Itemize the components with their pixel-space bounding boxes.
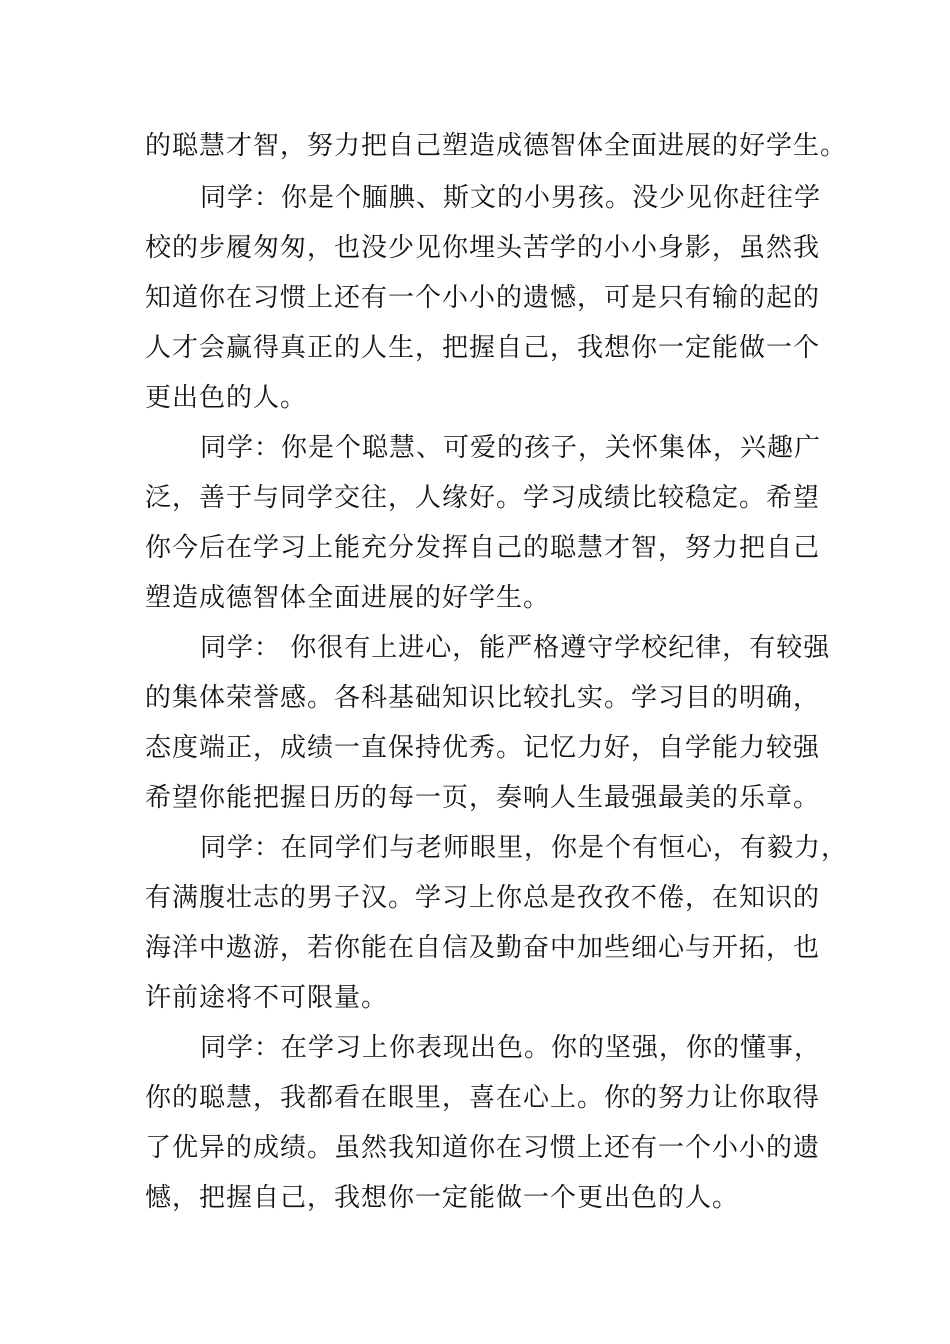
text-line: 塑造成德智体全面进展的好学生。	[145, 583, 551, 613]
text-line: 海洋中遨游，若你能在自信及勤奋中加些细心与开拓，也	[145, 933, 821, 963]
paragraph-start-line: 同学：在同学们与老师眼里，你是个有恒心，有毅力，	[200, 833, 849, 863]
text-line: 了优异的成绩。虽然我知道你在习惯上还有一个小小的遗	[145, 1133, 821, 1163]
text-line: 人才会赢得真正的人生，把握自己，我想你一定能做一个	[145, 333, 821, 363]
text-line: 校的步履匆匆，也没少见你埋头苦学的小小身影，虽然我	[145, 233, 821, 263]
text-line: 希望你能把握日历的每一页，奏响人生最强最美的乐章。	[145, 783, 821, 813]
paragraph-start-line: 同学：在学习上你表现出色。你的坚强，你的懂事，	[200, 1033, 822, 1063]
text-line: 你今后在学习上能充分发挥自己的聪慧才智，努力把自己	[145, 533, 821, 563]
text-line: 的集体荣誉感。各科基础知识比较扎实。学习目的明确，	[145, 683, 821, 713]
paragraph-start-line: 同学：你是个聪慧、可爱的孩子，关怀集体，兴趣广	[200, 433, 822, 463]
text-line: 知道你在习惯上还有一个小小的遗憾，可是只有输的起的	[145, 283, 821, 313]
text-line: 憾，把握自己，我想你一定能做一个更出色的人。	[145, 1183, 740, 1213]
text-line: 有满腹壮志的男子汉。学习上你总是孜孜不倦，在知识的	[145, 883, 821, 913]
text-line: 态度端正，成绩一直保持优秀。记忆力好，自学能力较强	[145, 733, 821, 763]
paragraph-start-line: 同学：你是个腼腆、斯文的小男孩。没少见你赶往学	[200, 183, 822, 213]
text-line: 的聪慧才智，努力把自己塑造成德智体全面进展的好学生。	[145, 131, 848, 161]
text-line: 你的聪慧，我都看在眼里，喜在心上。你的努力让你取得	[145, 1083, 821, 1113]
text-line: 许前途将不可限量。	[145, 983, 389, 1013]
paragraph-start-line: 同学： 你很有上进心，能严格遵守学校纪律，有较强	[200, 633, 831, 663]
text-line: 泛，善于与同学交往，人缘好。学习成绩比较稳定。希望	[145, 483, 821, 513]
text-line: 更出色的人。	[145, 383, 308, 413]
